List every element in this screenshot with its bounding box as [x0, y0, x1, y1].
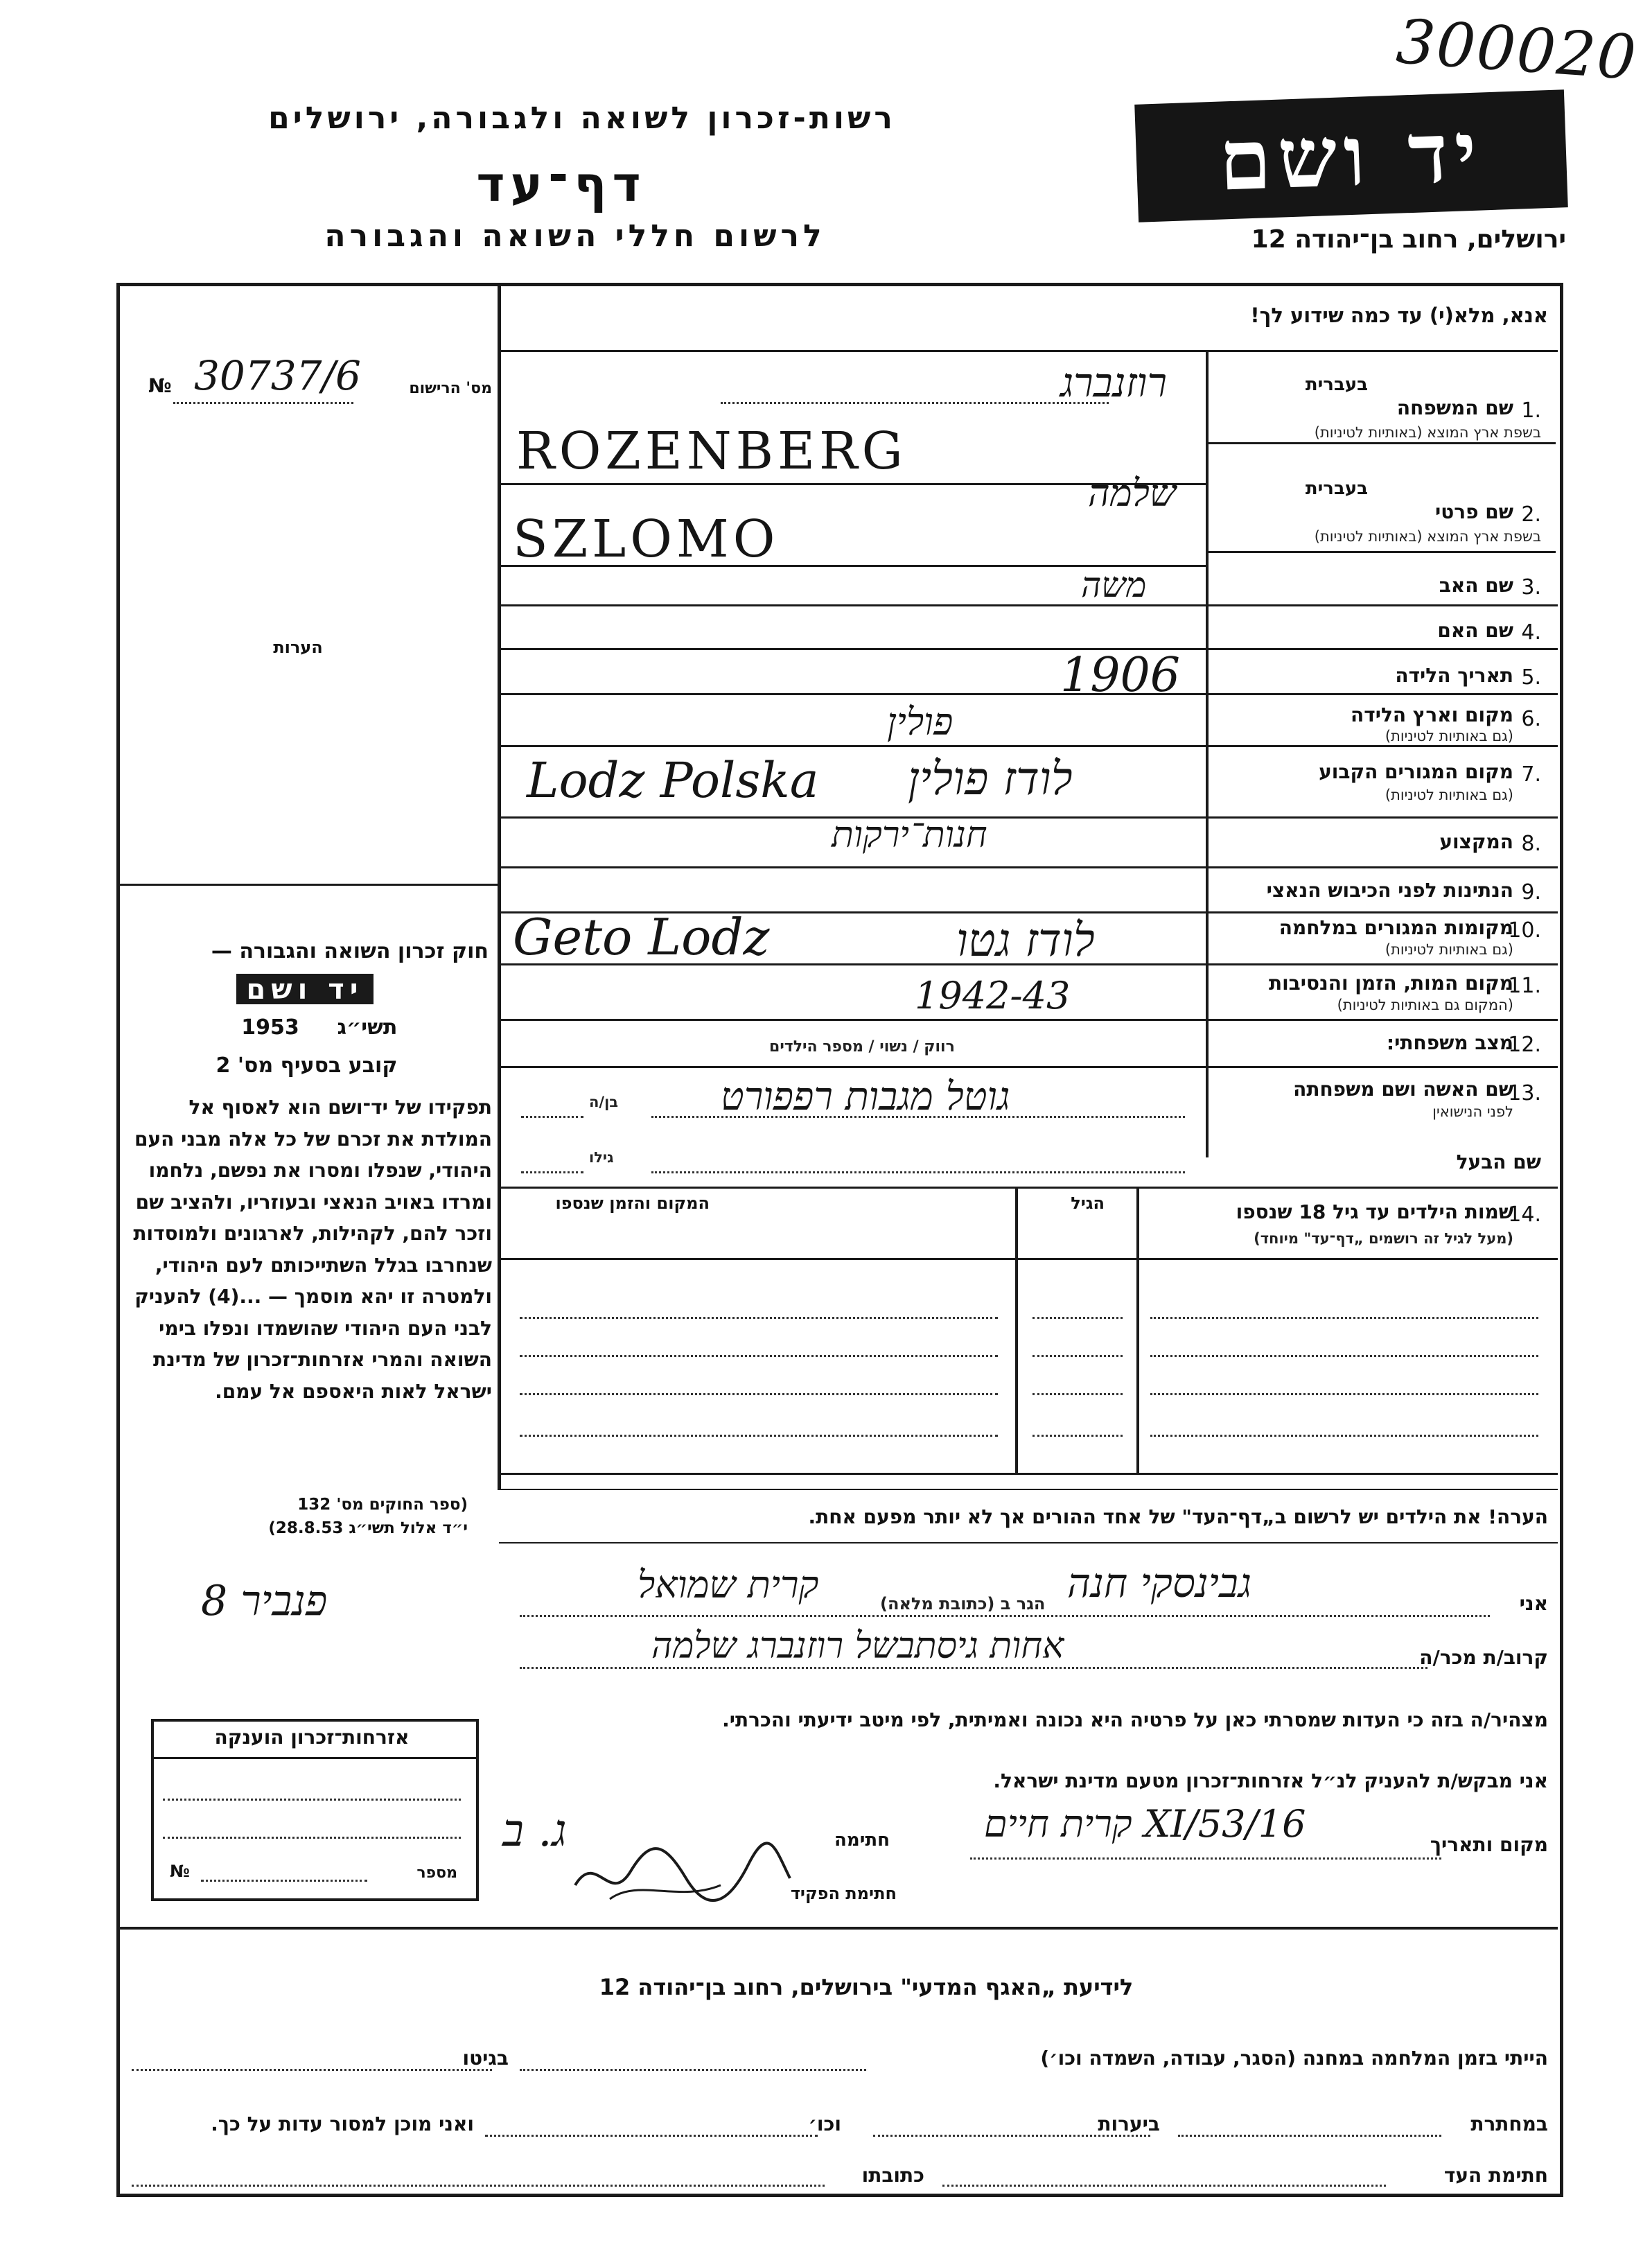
label-war-residence: מקומות המגורים במלחמה [1278, 916, 1513, 939]
yad-vashem-logo [1134, 89, 1568, 222]
left-note: פנביר 8 [201, 1577, 328, 1625]
archive-number: 300020 [1394, 5, 1640, 94]
bottom-heading: לידיעת „האגף המדעי" בירושלים, רחוב בן־יהודה 12 [599, 1974, 1134, 2000]
certificate-number-label: מספר [416, 1864, 457, 1882]
header-address: ירושלים, רחוב בן־יהודה 12 [1251, 225, 1566, 254]
logo-text: יד ושם [1217, 102, 1486, 210]
label-occupation: המקצוע [1439, 830, 1513, 853]
husband-age-label: גילו [589, 1149, 614, 1166]
notes-label: הערות [273, 638, 323, 657]
form-title: דף־עד [476, 156, 647, 213]
birth-date: 1906 [1060, 648, 1181, 703]
first-name-latin: SZLOMO [513, 509, 780, 569]
label-first-name: שם פרטי [1434, 500, 1513, 523]
official-signature [568, 1837, 797, 1913]
family-name-latin: ROZENBERG [516, 421, 907, 481]
label-birth-date: תאריך הלידה [1395, 664, 1513, 687]
label-residence: מקום המגורים הקבוע [1319, 760, 1513, 783]
registry-number: 30737/6 [194, 352, 361, 399]
note-text: הערה! את הילדים יש לרשום ב„דף־העד" של אחד ההורים אך לא יותר מפעם אחת. [808, 1505, 1548, 1528]
bottom-line2-b: ביערות [1098, 2113, 1160, 2135]
bottom-line2-a: במחתרת [1470, 2113, 1548, 2135]
relation-label: קרוב/ת מכר/ה [1419, 1646, 1548, 1669]
official-signature-label: חתימת הפקיד [790, 1884, 897, 1903]
left-column-divider [498, 284, 501, 1490]
authority-title: רשות-זכרון לשואה ולגבורה, ירושלים [268, 100, 896, 136]
registry-label: מס' הרישום [409, 380, 492, 397]
law-source-2: י״ד אלול תשי״ג 28.8.53) [268, 1519, 468, 1537]
bottom-line1-a: הייתי בזמן המלחמה במחנה (הסגר, עבודה, השמדה וכו׳) [1040, 2047, 1548, 2070]
maiden-label: בן/ה [589, 1094, 619, 1110]
bottom-line3-b: כתובתו [861, 2164, 924, 2187]
col-place: המקום והזמן שנספו [555, 1193, 710, 1213]
birth-place: פולין [887, 700, 954, 744]
label-death: מקום המות, הזמן והנסיבות [1268, 972, 1513, 995]
tag-hebrew-2: בעברית [1305, 478, 1368, 499]
bottom-line2-d: ואני מוכן למסור עדות על כך. [211, 2113, 474, 2135]
label-mother-name: שם האם [1437, 619, 1513, 642]
witness-address: קרית שמואל [638, 1563, 819, 1607]
witness-name: גבינסקי חנה [1067, 1559, 1252, 1607]
law-source-1: (ספר החוקים מס' 132 [297, 1496, 468, 1514]
label-children: שמות הילדים עד גיל 18 שנספו [1236, 1200, 1513, 1223]
law-year-hebrew: תשי״ג [337, 1015, 398, 1040]
label-i: אני [1519, 1592, 1548, 1615]
label-citizenship: הנתינות לפני הכיבוש הנאצי [1266, 879, 1513, 902]
relation: אחות גיסתבשל רוזנברג שלמה [651, 1625, 1064, 1667]
form-intro: אנא, מלא(י) עד כמה שידוע לך! [1250, 304, 1548, 327]
bottom-line2-c: וכו׳ [808, 2113, 841, 2135]
witness-signature: ג. ב [502, 1805, 567, 1857]
label-marital-status: מצב משפחתי: [1386, 1031, 1513, 1054]
residence-hebrew: לודז פולין [908, 752, 1073, 805]
law-section: קובע בסעיף מס' 2 [216, 1053, 398, 1078]
law-logo: יד ושם [232, 974, 378, 1004]
tag-hebrew-1: בעברית [1305, 374, 1368, 395]
wife-name: גוטל מגבות רפפורט [721, 1074, 1010, 1119]
bottom-line1-b: בגיטו [462, 2047, 509, 2070]
label-birth-place: מקום וארץ הלידה [1351, 703, 1513, 726]
law-text: תפקידו של יד־ושם הוא לאסוף אל המולדת את זכרם של כל אלה מבני העם היהודי, שנפלו ומסרו את נפשם, נלחמו ומרדו באויב הנאצי ובעוזריו, ולהציב שם וזכר להם, לקהילות, לארגונים ולמוסדות שנחרבו בגלל השתייכותם לעם היהודי, ולמטרה זו יהא מוסמך — ...(4) להעניק לבני העם היהודי שהושמדו ונפלו בימי השואה והמרי אזרחות־זכרון של מדינת ישראל לאות היאספם אל עמם. [133, 1096, 492, 1403]
father-name: משה [1081, 565, 1147, 605]
place-date: 16/XI/53 קרית חיים [984, 1802, 1306, 1846]
label-column-divider [1206, 350, 1209, 1157]
statement: מצהיר/ה בזה כי העדות שמסרתי כאן על פרטיה היא נכונה ואמיתית, לפי מיטב ידיעתי והכרתי. [722, 1708, 1548, 1731]
certificate-no-sign: № [170, 1862, 190, 1881]
label-wife-name: שם האשה ושם משפחתה [1293, 1078, 1513, 1101]
form-subtitle: לרשום חללי השואה והגבורה [324, 218, 826, 254]
certificate-title: אזרחות־זכרון הוענקה [214, 1726, 410, 1749]
residence-latin: Lodz Polska [527, 752, 819, 809]
marital-options: רווק / נשוי / מספר הילדים [769, 1038, 955, 1056]
war-residence-hebrew: לודז גטו [956, 913, 1095, 967]
label-father-name: שם האב [1439, 574, 1513, 597]
family-name-hebrew: רוזנברג [1060, 359, 1167, 406]
place-date-label: מקום ותאריך [1430, 1833, 1548, 1856]
col-age: הגיל [1071, 1193, 1105, 1213]
occupation: חנות־ירקות [832, 814, 987, 856]
request: אני מבקש/ת להעניק לנ״ל אזרחות־זכרון מטעם מדינת ישראל. [993, 1769, 1548, 1792]
first-name-hebrew: שלמה [1088, 471, 1177, 515]
law-title: חוק זכרון השואה והגבורה — [211, 939, 489, 963]
registry-no-sign: № [148, 374, 172, 397]
law-year: 1953 [241, 1015, 299, 1040]
death-date: 1942-43 [915, 974, 1071, 1017]
label-family-name: שם המשפחה [1396, 396, 1513, 419]
bottom-line3-a: חתימת העד [1443, 2164, 1548, 2187]
war-residence-latin: Geto Lodz [513, 908, 770, 966]
address-label: הגר ב (כתובת מלאה) [880, 1594, 1046, 1614]
label-husband-name: שם הבעל [1456, 1151, 1541, 1173]
signature-label: חתימה [834, 1830, 890, 1851]
